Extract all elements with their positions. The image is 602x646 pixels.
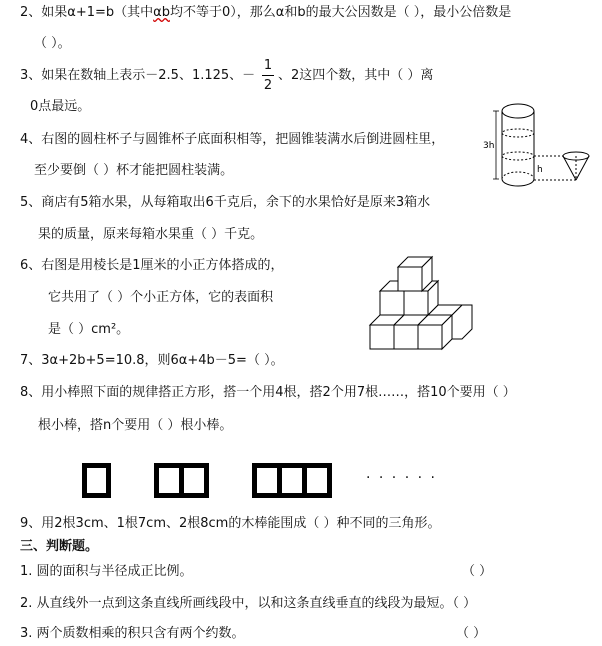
q6-line1: 6、右图是用棱长是1厘米的小正方体搭成的， — [20, 258, 284, 273]
cylinder — [493, 104, 534, 186]
q5-line2: 果的质量，原来每箱水果重（ ）千克。 — [38, 227, 264, 242]
q9-line1: 9、用2根3cm、1根7cm、2根8cm的木棒能围成（ ）种不同的三角形。 — [20, 516, 441, 531]
judge-item-1: 1. 圆的面积与半径成正比例。 — [20, 564, 193, 579]
judge-item-1-paren[interactable]: （ ） — [462, 564, 493, 579]
three-squares-c — [302, 463, 332, 498]
judge-item-2: 2. 从直线外一点到这条直线所画线段中，以和这条直线垂直的线段为最短。（ ） — [20, 596, 477, 611]
q4-line2: 至少要倒（ ）杯才能把圆柱装满。 — [34, 163, 234, 178]
one-square — [82, 463, 111, 498]
q2-line1-squiggle: αb — [153, 5, 170, 20]
q5-line1: 5、商店有5箱水果，从每箱取出6千克后，余下的水果恰好是原来3箱水 — [20, 195, 431, 210]
continuation-dots: · · · · · · — [366, 470, 437, 486]
q6-line3: 是（ ）cm²。 — [48, 322, 130, 337]
q3-fraction-denominator: 2 — [263, 78, 273, 93]
q6-line2: 它共用了（ ）个小正方体，它的表面积 — [48, 290, 274, 305]
q7-line1: 7、3α+2b+5=10.8，则6α+4b－5=（ ）。 — [20, 353, 284, 368]
cone-height-label: h — [537, 165, 543, 175]
q2-line1 — [20, 5, 511, 21]
cube-stack — [370, 257, 472, 349]
cylinder-cone-figure — [482, 100, 592, 195]
judge-item-3: 3. 两个质数相乘的积只含有两个约数。 — [20, 626, 245, 641]
q2-line2: （ ）。 — [34, 36, 71, 51]
section3-heading: 三、判断题。 — [20, 539, 99, 554]
q3-line1-part-b: 、2这四个数，其中（ ）离 — [278, 68, 434, 83]
q3-fraction-numerator: 1 — [263, 58, 273, 73]
cube-stack-figure — [368, 253, 480, 353]
q8-line2: 根小棒，搭n个要用（ ）根小棒。 — [38, 418, 233, 433]
two-squares-b — [179, 463, 209, 498]
q2-line1-part-a: 2、如果α+1=b（其中 — [20, 5, 154, 20]
q8-line1: 8、用小棒照下面的规律搭正方形，搭一个用4根，搭2个用7根……，搭10个要用（ ） — [20, 385, 516, 400]
judge-item-3-paren[interactable]: （ ） — [456, 626, 487, 641]
q3-line1-part-a: 3、如果在数轴上表示－2.5、1.125、－ — [20, 68, 256, 83]
q3-fraction-bar — [262, 75, 274, 76]
cylinder-height-label: 3h — [483, 141, 495, 151]
q4-line1: 4、右图的圆柱杯子与圆锥杯子底面积相等，把圆锥装满水后倒进圆柱里， — [20, 132, 445, 147]
q2-line1-part-c: 均不等于0），那么α和b的最大公因数是（ ），最小公倍数是 — [169, 5, 512, 20]
q3-line2: 0点最远。 — [30, 99, 91, 114]
